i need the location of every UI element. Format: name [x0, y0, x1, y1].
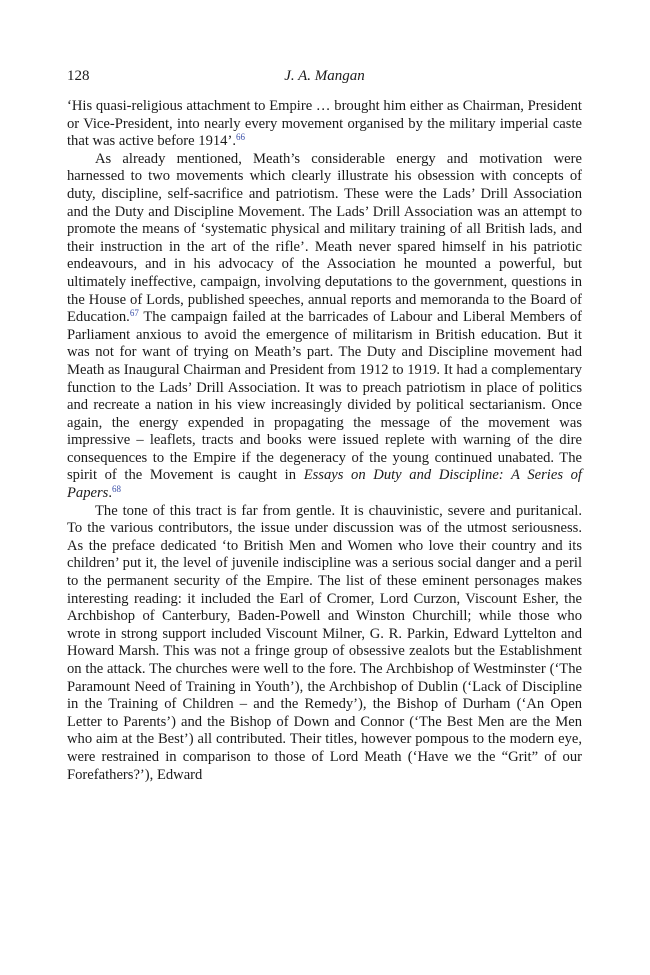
- footnote-ref-67[interactable]: 67: [129, 308, 139, 319]
- book-page: [67, 68, 582, 784]
- running-head: [67, 68, 582, 90]
- running-head-author: J. A. Mangan: [284, 68, 365, 84]
- body-text: [67, 98, 582, 784]
- paragraph-2-end: .: [108, 485, 113, 502]
- footnote-ref-68[interactable]: 68: [112, 484, 122, 495]
- book-title: Essays on Duty and Discipline: A Series of Papers: [67, 467, 582, 502]
- paragraph-2-text-b: The campaign failed at the barricades of Labour and Liberal Members of Parliament anxious to avoid the emergence of militarism in British education. But it was not for want of trying on Meath’s part. The Duty and Discipline movement had Meath as Inaugural Chairman and President from 1912 to 1919. It had a complementary function to the Lads’ Drill Association. It was to preach patriotism in place of politics and recreate a nation in his view increasingly divided by political sectarianism. Once again, the energy expended in propagating the message of the movement was impressive – leaflets, tracts and books were issued replete with warning of the dire consequences to the Empire if the degeneracy of the young continued unabated. The spirit of the Movement is caught in: [67, 309, 582, 484]
- paragraph-2-text-a: As already mentioned, Meath’s considerable energy and motivation were harnessed to two movements which clearly illustrate his obsession with concepts of duty, discipline, self-sacrifice and patriotism. These were the Lads’ Drill Association and the Duty and Discipline Movement. The Lads’ Drill Association was an attempt to promote the means of ‘systematic physical and military training of all British lads, and their instruction in the art of the rifle’. Meath never spared himself in his patriotic endeavours, and in his advocacy of the Association he mounted a powerful, but ultimately ineffective, campaign, involving deputations to the government, questions in the House of Lords, published speeches, annual reports and memoranda to the Board of Education.: [67, 150, 582, 326]
- paragraph-1: [67, 98, 582, 151]
- footnote-ref-66[interactable]: 66: [235, 132, 245, 143]
- page-number: 128: [67, 68, 90, 84]
- paragraph-3: [67, 503, 582, 785]
- paragraph-2: [67, 151, 582, 503]
- paragraph-1-text: ‘His quasi-religious attachment to Empire … brought him either as Chairman, President or Vice-President, into nearly every movement organised by the military imperial caste that was active before 1914’.: [67, 98, 582, 150]
- paragraph-3-text: The tone of this tract is far from gentle. It is chauvinistic, severe and puritanical. To the various contributors, the issue under discussion was of the utmost seriousness. As the preface dedicated ‘to British Men and Women who love their country and its children’ put it, the level of juvenile indiscipline was a serious social danger and a peril to the permanent security of the Empire. The list of these eminent personages makes interesting reading: it included the Earl of Cromer, Lord Curzon, Viscount Esher, the Archbishop of Canterbury, Baden-Powell and Winston Churchill; while those who wrote in strong support included Viscount Milner, G. R. Parkin, Edward Lyttelton and Howard Marsh. This was not a fringe group of obsessive zealots but the Establishment on the attack. The churches were well to the fore. The Archbishop of Westminster (‘The Paramount Need of Training in Youth’), the Archbishop of Dublin (‘Lack of Discipline in the Training of Children – and the Remedy’), the Bishop of Durham (‘An Open Letter to Parents’) and the Bishop of Down and Connor (‘The Best Men are the Men who aim at the Best’) all contributed. Their titles, however pompous to the modern eye, were restrained in comparison to those of Lord Meath (‘Have we the “Grit” of our Forefathers?’), Edward: [67, 502, 582, 783]
